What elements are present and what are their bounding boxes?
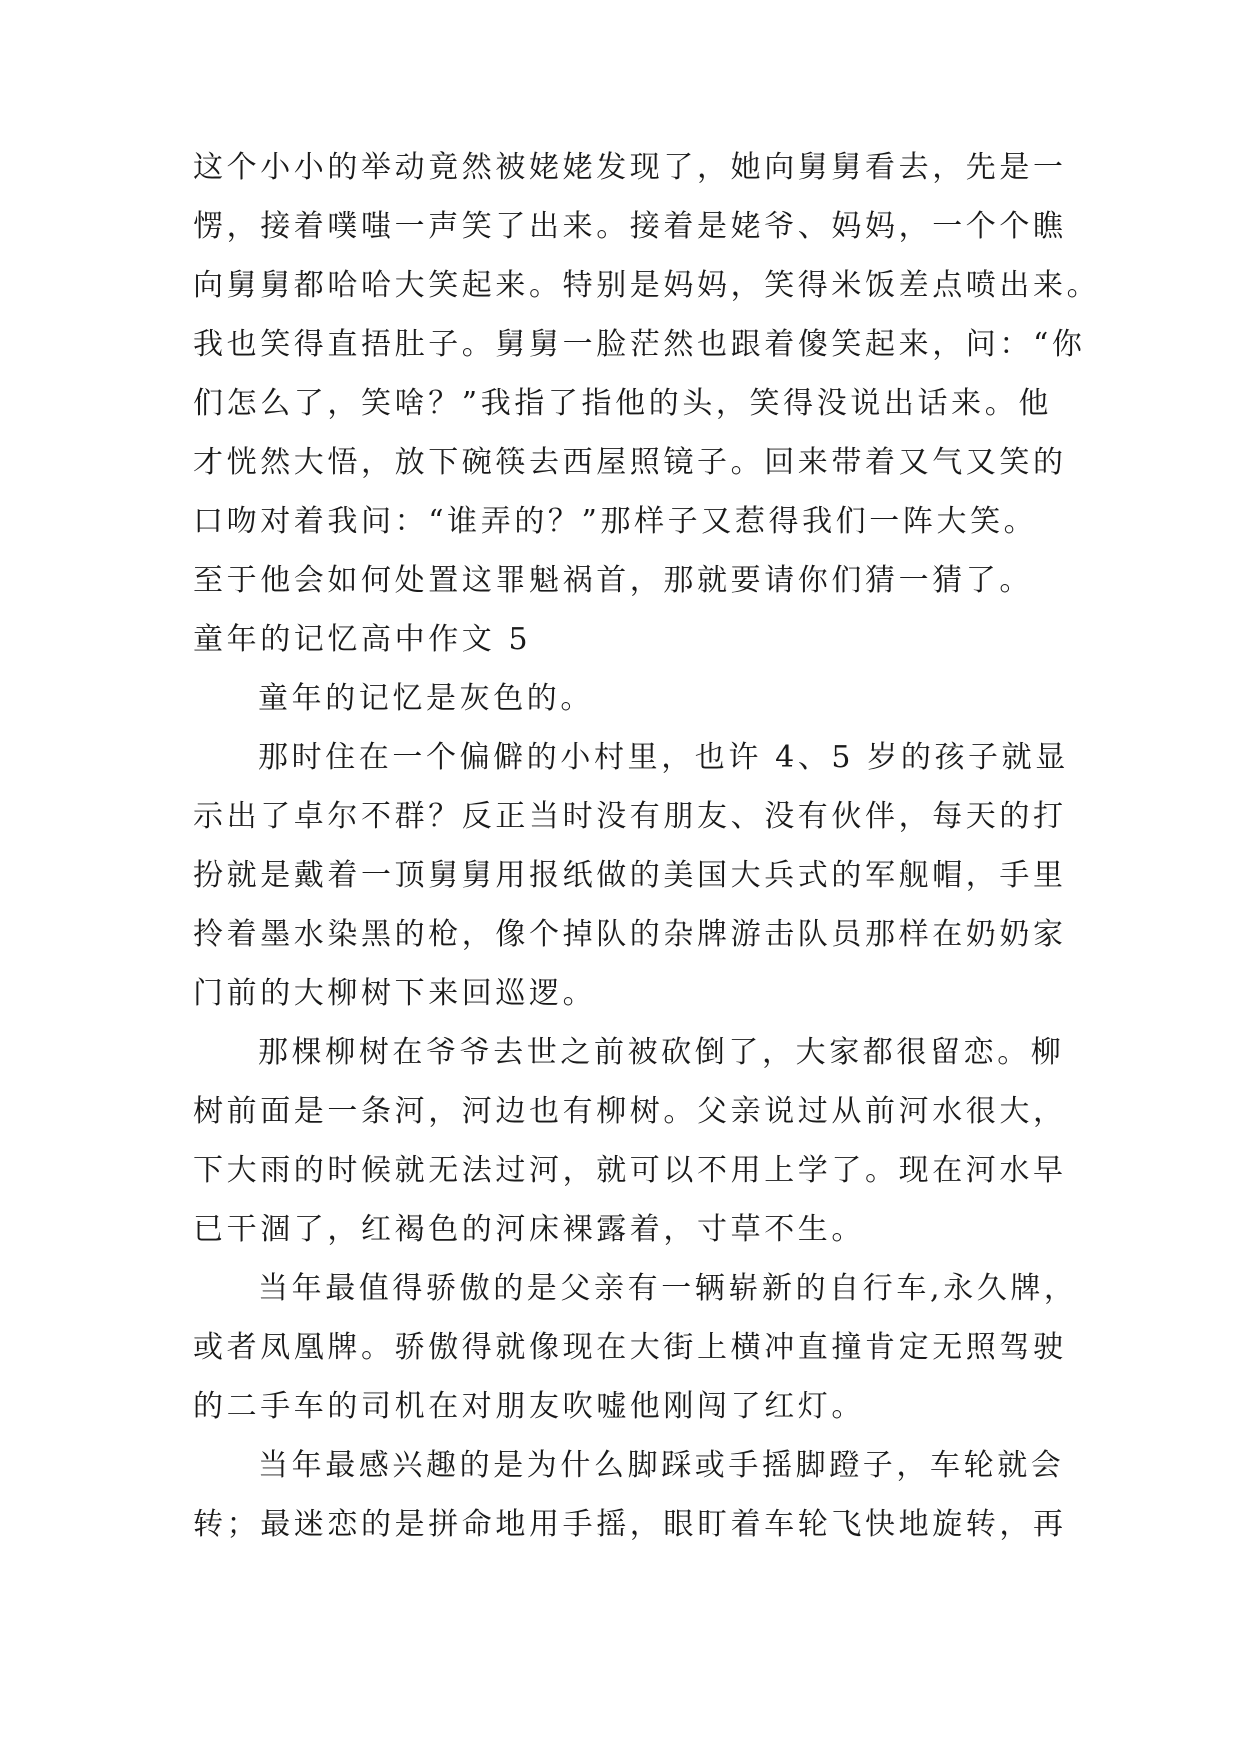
text-line: 的二手车的司机在对朋友吹嘘他刚闯了红灯。 — [193, 1389, 865, 1424]
text-line: 口吻对着我问：“谁弄的？”那样子又惹得我们一阵大笑。 — [193, 504, 1038, 539]
paragraph-first-line: 当年最值得骄傲的是父亲有一辆崭新的自行车,永久牌， — [258, 1271, 1078, 1306]
text-line: 们怎么了，笑啥？”我指了指他的头，笑得没说出话来。他 — [193, 386, 1052, 421]
text-line: 下大雨的时候就无法过河，就可以不用上学了。现在河水早 — [193, 1153, 1067, 1188]
text-line: 已干涸了，红褐色的河床裸露着，寸草不生。 — [193, 1212, 865, 1247]
paragraph-first-line: 当年最感兴趣的是为什么脚踩或手摇脚蹬子，车轮就会 — [258, 1448, 1065, 1483]
text-line: 扮就是戴着一顶舅舅用报纸做的美国大兵式的军舰帽，手里 — [193, 858, 1067, 893]
text-line: 至于他会如何处置这罪魁祸首，那就要请你们猜一猜了。 — [193, 563, 1033, 598]
text-line: 我也笑得直捂肚子。舅舅一脸茫然也跟着傻笑起来，问：“你 — [193, 327, 1086, 362]
text-line: 才恍然大悟，放下碗筷去西屋照镜子。回来带着又气又笑的 — [193, 445, 1067, 480]
text-line: 或者凤凰牌。骄傲得就像现在大街上横冲直撞肯定无照驾驶 — [193, 1330, 1067, 1365]
text-line: 转；最迷恋的是拼命地用手摇，眼盯着车轮飞快地旋转，再 — [193, 1507, 1067, 1542]
paragraph-first-line: 童年的记忆是灰色的。 — [258, 681, 594, 716]
text-line: 拎着墨水染黑的枪，像个掉队的杂牌游击队员那样在奶奶家 — [193, 917, 1067, 952]
section-heading: 童年的记忆高中作文 5 — [193, 622, 532, 657]
text-line: 门前的大柳树下来回巡逻。 — [193, 976, 597, 1011]
text-line: 树前面是一条河，河边也有柳树。父亲说过从前河水很大， — [193, 1094, 1067, 1129]
paragraph-first-line: 那棵柳树在爷爷去世之前被砍倒了，大家都很留恋。柳 — [258, 1035, 1065, 1070]
paragraph-first-line: 那时住在一个偏僻的小村里，也许 4、5 岁的孩子就显 — [258, 740, 1069, 775]
text-line: 示出了卓尔不群？反正当时没有朋友、没有伙伴，每天的打 — [193, 799, 1067, 834]
text-line: 这个小小的举动竟然被姥姥发现了，她向舅舅看去，先是一 — [193, 150, 1067, 185]
text-line: 向舅舅都哈哈大笑起来。特别是妈妈，笑得米饭差点喷出来。 — [193, 268, 1101, 303]
text-line: 愣，接着噗嗤一声笑了出来。接着是姥爷、妈妈，一个个瞧 — [193, 209, 1067, 244]
